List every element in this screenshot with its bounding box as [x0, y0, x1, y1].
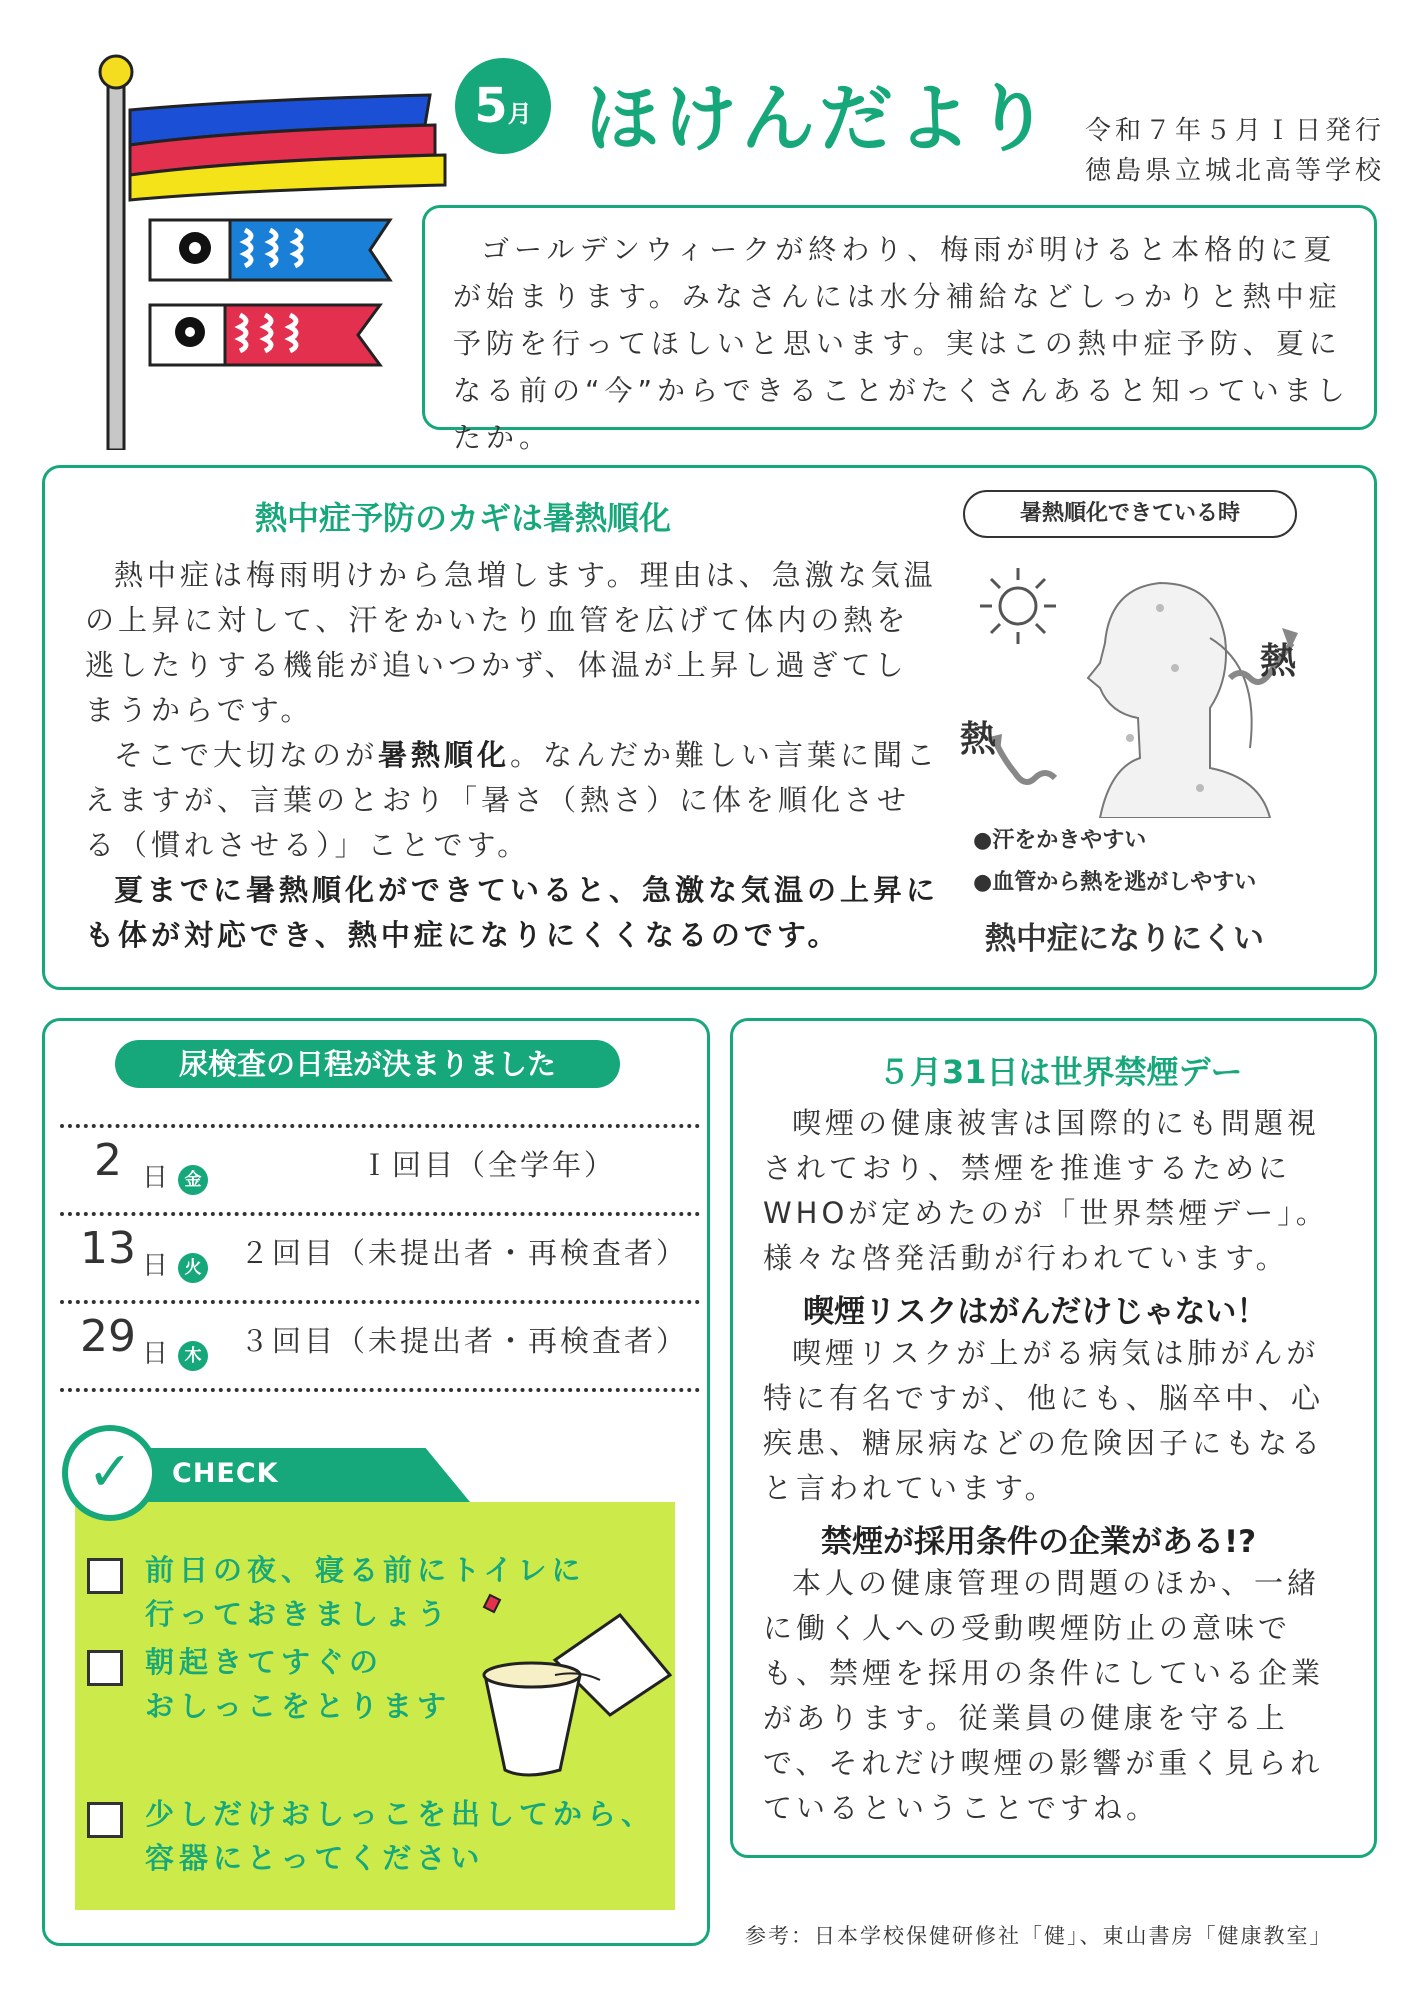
heat-paragraph-1: 熱中症は梅雨明けから急増します。理由は、急激な気温の上昇に対して、汗をかいたり血管を広げて体内の熱を逃したりする機能が追いつかず、体温が上昇し過ぎてしまうからです。 — [85, 558, 937, 727]
check-item-2: 朝起きてすぐの おしっこをとります — [145, 1645, 452, 1723]
check-item-3: 少しだけおしっこを出してから、 容器にとってください — [145, 1797, 656, 1875]
check-mark-icon: ✓ — [87, 1440, 133, 1503]
intro-paragraph: ゴールデンウィークが終わり、梅雨が明けると本格的に夏が始まります。みなさんには水分補給などしっかりと熱中症予防を行ってほしいと思います。実はこの熱中症予防、夏になる前の“今”からできることがたくさんあると知っていましたか。 — [453, 233, 1350, 454]
checklist-checkbox[interactable] — [87, 1558, 123, 1594]
check-label: CHECK — [172, 1458, 279, 1489]
schedule-desc: ２回目（未提出者・再検査者） — [240, 1236, 689, 1270]
heat-body — [85, 553, 940, 958]
check-item-1: 前日の夜、寝る前にトイレに 行っておきましょう — [145, 1553, 586, 1631]
intro-text — [453, 226, 1353, 461]
smoking-subheading-1: 喫煙リスクはがんだけじゃない！ — [803, 1294, 1268, 1330]
month-number: 5 — [474, 78, 508, 134]
month-badge — [455, 58, 551, 154]
weekday-badge: 火 — [178, 1253, 208, 1283]
reference-note: 参考：日本学校保健研修社「健」、東山書房「健康教室」 — [745, 1924, 1333, 1948]
sweating-person-illustration — [960, 548, 1305, 818]
heat-panel — [42, 465, 1377, 990]
koinobori-illustration — [90, 50, 460, 450]
illus-bullet-1: ●汗をかきやすい — [973, 828, 1147, 853]
smoking-paragraph-3: 本人の健康管理の問題のほか、一緒に働く人への受動喫煙防止の意味でも、禁煙を採用の条件にしている企業があります。従業員の健康を守る上で、それだけ喫煙の影響が重く見られているということですね。 — [763, 1566, 1325, 1825]
smoking-panel — [730, 1018, 1377, 1858]
heat-p2-before: そこで大切なのが — [114, 738, 379, 772]
schedule-day: 29 — [80, 1311, 136, 1362]
check-circle — [62, 1425, 158, 1521]
smoking-paragraph-2: 喫煙リスクが上がる病気は肺がんが特に有名ですが、他にも、脳卒中、心疾患、糖尿病などの危険因子にもなると言われています。 — [763, 1336, 1325, 1505]
schedule-divider — [60, 1124, 700, 1128]
urine-cup-icon — [460, 1590, 680, 1780]
illus-conclusion: 熱中症になりにくい — [985, 921, 1264, 957]
heat-paragraph-3: 夏までに暑熱順化ができていると、急激な気温の上昇にも体が対応でき、熱中症になりにくくなるのです。 — [85, 873, 940, 952]
smoking-heading: ５月31日は世界禁煙デー — [878, 1053, 1243, 1091]
smoking-body-2 — [763, 1331, 1348, 1511]
checklist-checkbox[interactable] — [87, 1802, 123, 1838]
checklist-checkbox[interactable] — [87, 1650, 123, 1686]
schedule-day-unit: 日 — [142, 1339, 169, 1369]
month-unit: 月 — [507, 100, 532, 128]
heat-paragraph-2 — [85, 733, 940, 868]
schedule-day-unit: 日 — [142, 1251, 169, 1281]
heat-word-right: 熱 — [1260, 641, 1297, 682]
weekday-badge: 木 — [178, 1341, 208, 1371]
issue-date: 令和７年５月Ｉ日発行 — [1085, 116, 1386, 146]
heat-p2-after: 。なんだか難しい言葉に聞こえますが、言葉のとおり「暑さ（熱さ）に体を順化させる（慣れさせる）」ことです。 — [85, 738, 940, 862]
smoking-body-1 — [763, 1101, 1348, 1281]
illus-bullet-2: ●血管から熱を逃がしやすい — [973, 870, 1257, 895]
schedule-divider — [60, 1388, 700, 1392]
schedule-row — [80, 1223, 700, 1293]
schedule-day-unit: 日 — [142, 1163, 169, 1193]
schedule-divider — [60, 1212, 700, 1216]
smoking-body-3 — [763, 1561, 1348, 1831]
schedule-day: 2 — [94, 1135, 122, 1186]
schedule-divider — [60, 1300, 700, 1304]
schedule-desc: Ｉ回目（全学年） — [360, 1148, 617, 1182]
heat-p2-bold: 暑熱順化 — [378, 738, 511, 772]
schedule-row — [80, 1311, 700, 1381]
acclimatization-label: 暑熱順化できている時 — [963, 490, 1297, 538]
intro-box — [422, 205, 1377, 454]
smoking-paragraph-1: 喫煙の健康被害は国際的にも問題視されており、禁煙を推進するためにWHOが定めたのが「世界禁煙デー」。様々な啓発活動が行われています。 — [763, 1106, 1329, 1275]
school-name: 徳島県立城北高等学校 — [1085, 156, 1386, 186]
blue-carp-icon — [150, 220, 390, 280]
schedule-desc: ３回目（未提出者・再検査者） — [240, 1324, 689, 1358]
urine-heading: 尿検査の日程が決まりました — [115, 1040, 620, 1088]
schedule-day: 13 — [80, 1223, 136, 1274]
sun-icon — [980, 568, 1056, 644]
heat-heading: 熱中症予防のカギは暑熱順化 — [255, 499, 672, 537]
red-carp-icon — [150, 305, 380, 365]
weekday-badge: 金 — [178, 1165, 208, 1195]
schedule-row — [80, 1135, 700, 1205]
heat-word-left: 熱 — [960, 719, 997, 760]
smoking-subheading-2: 禁煙が採用条件の企業がある!? — [821, 1524, 1257, 1560]
page-title: ほけんだより — [585, 76, 1053, 162]
